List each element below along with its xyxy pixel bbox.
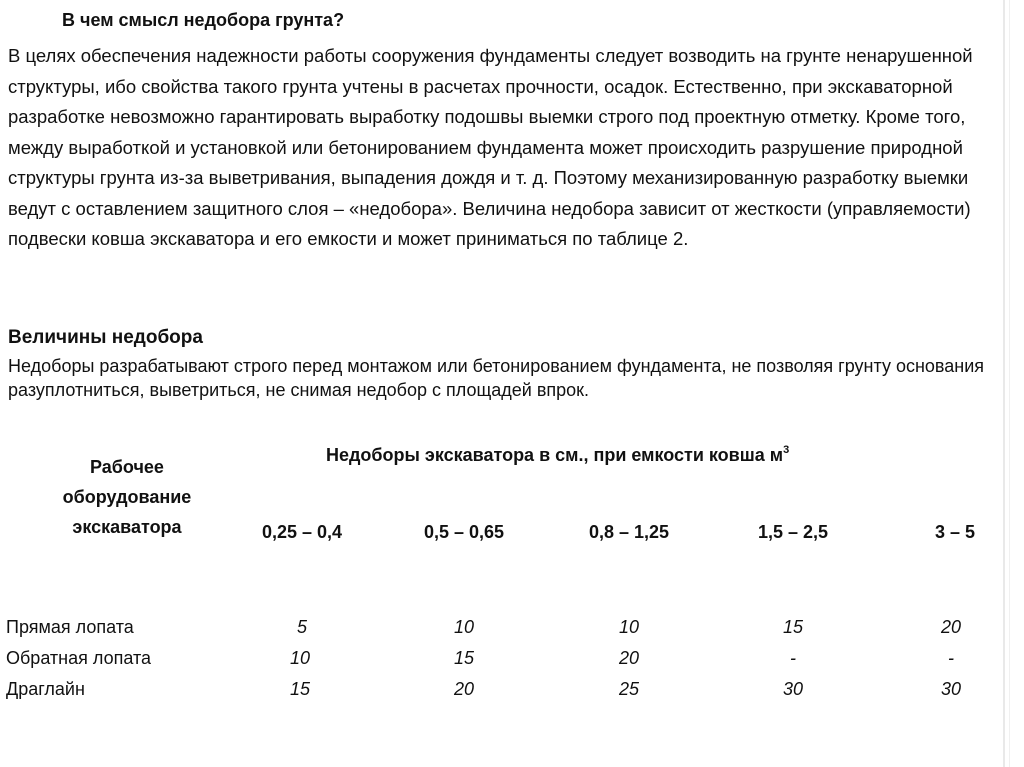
- row-label: Драглайн: [6, 679, 85, 699]
- group-header-text: Недоборы экскаватора в см., при емкости ковша м: [326, 445, 784, 465]
- table-cell: 15: [782, 617, 804, 637]
- table-cell: -: [790, 648, 796, 668]
- question-title: В чем смысл недобора грунта?: [62, 10, 345, 30]
- table-cell: 30: [782, 679, 804, 699]
- table-cell: -: [948, 648, 954, 668]
- section-title: Величины недобора: [8, 327, 203, 348]
- range-header: 0,25 – 0,4: [261, 522, 343, 542]
- range-header: 3 – 5: [934, 522, 976, 542]
- table-cell: 30: [940, 679, 962, 699]
- explanation-paragraph: В целях обеспечения надежности работы сооружения фундаменты следует возводить на грунте ненарушенной структуры, ибо свойства такого грунта учтены в расчетах прочности, осадок. Естественно, при экскаваторной разработке невозможно гарантировать выработку подошвы выемки строго под проектную отметку. Кроме того, между выработкой и установкой или бетонированием фундамента может происходить разрушение природной структуры грунта из-за выветривания, выпадения дождя и т. д. Поэтому механизированную разработку выемки ведут с оставлением защитного слоя – «недобора». Величина недобора зависит от жесткости (управляемости) подвески ковша экскаватора и его емкости и может приниматься по таблице 2.: [8, 45, 973, 249]
- range-header: 1,5 – 2,5: [757, 522, 829, 542]
- equipment-column-header: [0, 452, 254, 542]
- table-cell: 10: [618, 617, 640, 637]
- equipment-header-line: оборудование: [62, 487, 192, 507]
- table-cell: 10: [289, 648, 311, 668]
- equipment-header-line: экскаватора: [72, 517, 182, 537]
- bucket-capacity-group-header: [326, 444, 789, 466]
- table-cell: 20: [940, 617, 962, 637]
- table-cell: 25: [618, 679, 640, 699]
- cubic-superscript: 3: [783, 444, 790, 456]
- range-header: 0,5 – 0,65: [423, 522, 505, 542]
- table-cell: 5: [296, 617, 307, 637]
- table-cell: 20: [453, 679, 475, 699]
- table-cell: 15: [289, 679, 311, 699]
- row-label: Обратная лопата: [6, 648, 152, 668]
- table-cell: 20: [618, 648, 640, 668]
- table-cell: 10: [453, 617, 475, 637]
- section-text: Недоборы разрабатывают строго перед монтажом или бетонированием фундамента, не позволяя грунту основания разуплотниться, выветриться, не снимая недобор с площадей впрок.: [8, 356, 985, 400]
- range-header: 0,8 – 1,25: [588, 522, 670, 542]
- row-label: Прямая лопата: [6, 617, 134, 637]
- table-cell: 15: [453, 648, 475, 668]
- equipment-header-line: Рабочее: [90, 457, 164, 477]
